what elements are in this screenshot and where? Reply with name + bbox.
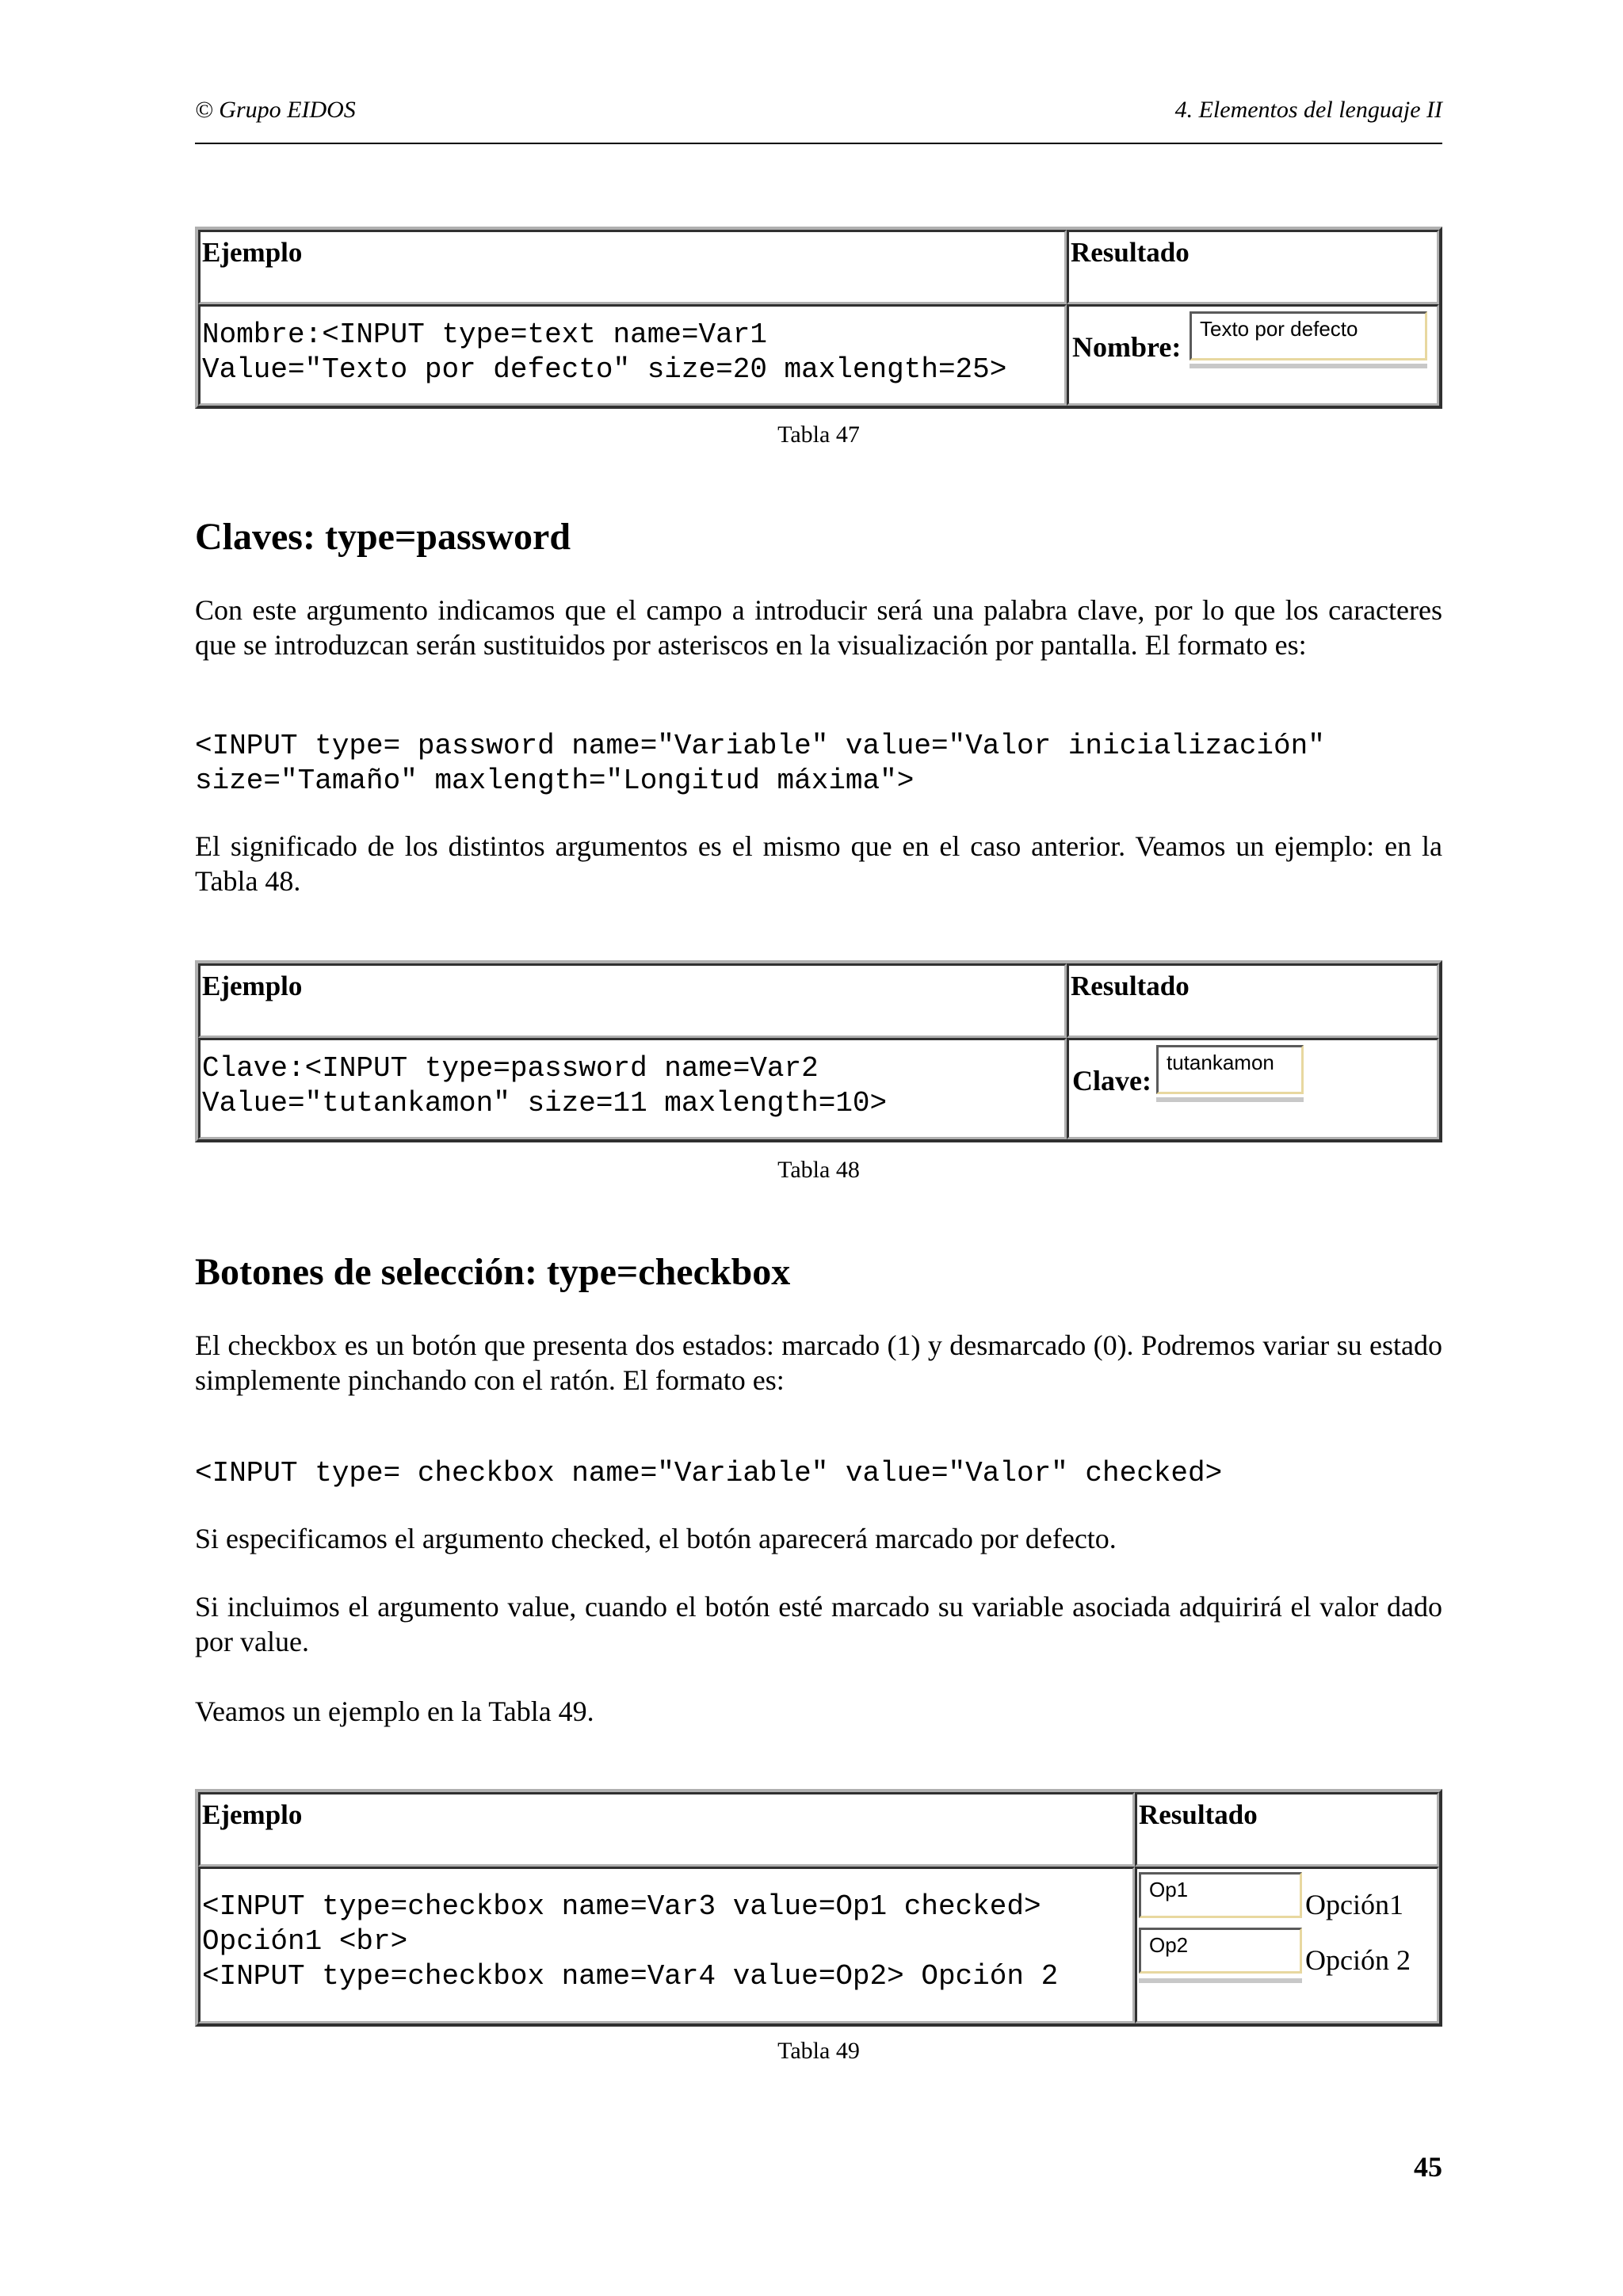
checkbox-input-op2[interactable]: Op2 [1139,1928,1302,1974]
text-input-nombre[interactable]: Texto por defecto [1190,311,1427,360]
example-table-49 [195,1789,1442,2027]
example-table-48 [195,960,1442,1142]
table48-result-label: Clave: [1072,1065,1151,1097]
table47-result-label: Nombre: [1072,331,1182,363]
password-input-clave[interactable]: tutankamon [1156,1045,1304,1094]
checkbox-intro: El checkbox es un botón que presenta dos estados: marcado (1) y desmarcado (0). Podremos variar su estado simplemente pinchando con el ratón. El formato es: [195,1329,1442,1396]
table48-header-example: Ejemplo [198,963,1067,1038]
password-intro: Con este argumento indicamos que el campo a introducir será una palabra clave, por lo que los caracteres que se introduzcan serán sustituidos por asteriscos en la visualización por pantalla. El formato es: [195,594,1442,661]
header-chapter: 4. Elementos del lenguaje II [1174,97,1442,123]
checkbox-syntax: <INPUT type= checkbox name="Variable" value="Valor" checked> [195,1457,1223,1489]
checkbox-label-op2: Opción 2 [1305,1944,1411,1976]
checkbox-label-op1: Opción1 [1305,1889,1403,1920]
input-shadow [1190,364,1427,368]
table49-caption: Tabla 49 [777,2038,860,2064]
password-syntax: <INPUT type= password name="Variable" value="Valor inicialización" size="Tamaño" maxlength="Longitud máxima"> [195,730,1325,797]
checkbox-value-note: Si incluimos el argumento value, cuando el botón esté marcado su variable asociada adquirirá el valor dado por value. [195,1591,1442,1657]
table47-code: Nombre:<INPUT type=text name=Var1 Value="Texto por defecto" size=20 maxlength=25> [202,318,1007,386]
running-header [195,97,1442,144]
section-title-checkbox: Botones de selección: type=checkbox [195,1251,791,1293]
document-page [195,0,1442,2296]
table47-caption: Tabla 47 [777,421,860,448]
checkbox-checked-note: Si especificamos el argumento checked, el botón aparecerá marcado por defecto. [195,1523,1117,1554]
table47-header-result: Resultado [1067,230,1439,304]
checkbox-input-op1[interactable]: Op1 [1139,1872,1302,1918]
input-shadow [1139,1978,1302,1983]
page-number: 45 [1414,2151,1442,2183]
table49-header-result: Resultado [1135,1792,1439,1867]
checkbox-example-intro: Veamos un ejemplo en la Tabla 49. [195,1695,594,1727]
input-shadow [1156,1097,1304,1102]
table49-code: <INPUT type=checkbox name=Var3 value=Op1 checked> Opción1 <br> <INPUT type=checkbox name=Var4 value=Op2> Opción 2 [202,1890,1059,1993]
example-table-47 [195,227,1442,409]
section-title-password: Claves: type=password [195,516,571,558]
header-publisher: © Grupo EIDOS [195,97,356,123]
table48-code: Clave:<INPUT type=password name=Var2 Value="tutankamon" size=11 maxlength=10> [202,1052,888,1119]
table48-header-result: Resultado [1067,963,1439,1038]
table47-header-example: Ejemplo [198,230,1067,304]
password-explanation: El significado de los distintos argumentos es el mismo que en el caso anterior. Veamos un ejemplo: en la Tabla 48. [195,830,1442,897]
table48-caption: Tabla 48 [777,1157,860,1183]
table49-header-example: Ejemplo [198,1792,1135,1867]
